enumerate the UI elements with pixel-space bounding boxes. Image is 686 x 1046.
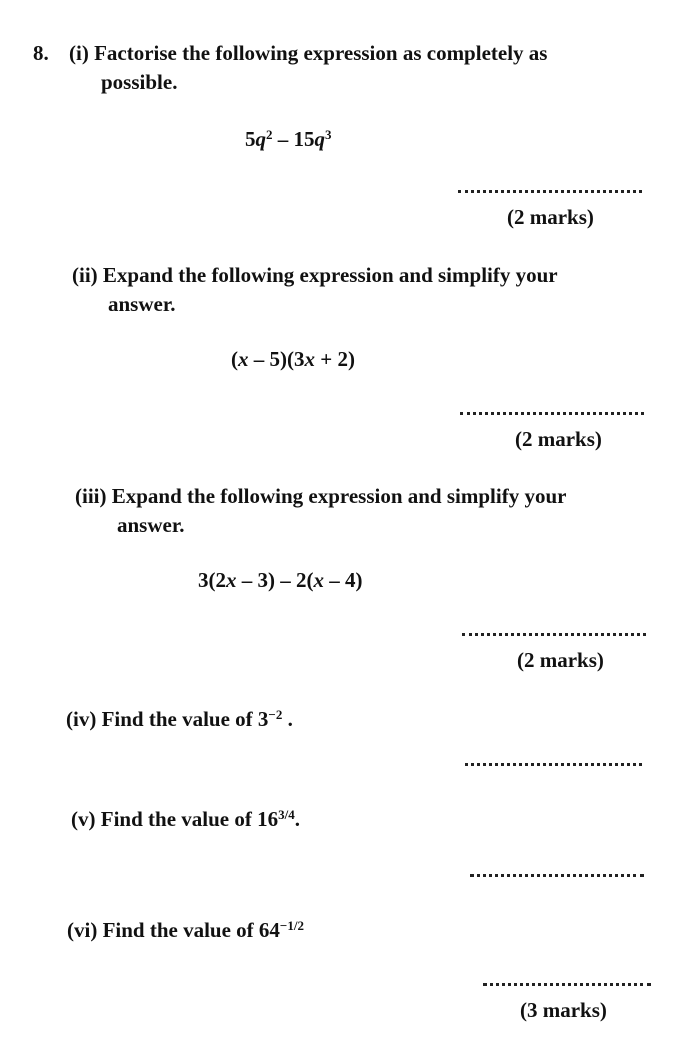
part-v-text: [71, 809, 300, 830]
question-number: 8.: [33, 41, 49, 65]
part-iv-exponent: −2: [268, 707, 283, 722]
part-ii-label: (ii): [72, 263, 98, 287]
part-iii-text: [75, 486, 566, 507]
part-vi-prompt: Find the value of 64: [102, 918, 280, 942]
part-vi-exponent: −1/2: [279, 918, 304, 933]
part-i-text: [69, 43, 547, 64]
part-v-suffix: .: [294, 807, 300, 831]
part-i-expression: $5q^2 - 15q^3$: [245, 127, 332, 151]
part-iv-text: [66, 709, 293, 730]
part-i-line1: Factorise the following expression as completely as: [94, 41, 548, 65]
part-v-label: (v): [71, 807, 96, 831]
part-vi-answer-line[interactable]: [483, 983, 651, 986]
part-ii-line1: Expand the following expression and simplify your: [102, 263, 558, 287]
part-iii-label: (iii): [75, 484, 107, 508]
part-vi-text: [67, 920, 304, 941]
part-iii-expression: 3(2x – 3) – 2(x – 4): [198, 568, 363, 592]
part-ii-expression: (x – 5)(3x + 2): [231, 347, 355, 371]
part-v-exponent: 3/4: [278, 807, 295, 822]
part-ii-marks: (2 marks): [515, 427, 602, 451]
part-iv-prompt: Find the value of 3: [101, 707, 269, 731]
part-i-label: (i): [69, 41, 89, 65]
part-v-prompt: Find the value of 16: [100, 807, 279, 831]
part-i-answer-line[interactable]: [458, 190, 642, 193]
part-iii-line1: Expand the following expression and simplify your: [111, 484, 567, 508]
part-iv-answer-line[interactable]: [465, 763, 642, 766]
part-iii-answer-line[interactable]: [462, 633, 646, 636]
part-ii-answer-line[interactable]: [460, 412, 644, 415]
part-vi-marks: (3 marks): [520, 998, 607, 1022]
part-iii-line2: answer.: [117, 513, 185, 537]
part-iv-label: (iv): [66, 707, 97, 731]
part-i-marks: (2 marks): [507, 205, 594, 229]
part-v-answer-line[interactable]: [470, 874, 644, 877]
part-iv-suffix: .: [282, 707, 293, 731]
part-iii-marks: (2 marks): [517, 648, 604, 672]
part-vi-label: (vi): [67, 918, 98, 942]
part-ii-text: [72, 265, 558, 286]
part-ii-line2: answer.: [108, 292, 176, 316]
part-i-line2: possible.: [101, 70, 178, 94]
